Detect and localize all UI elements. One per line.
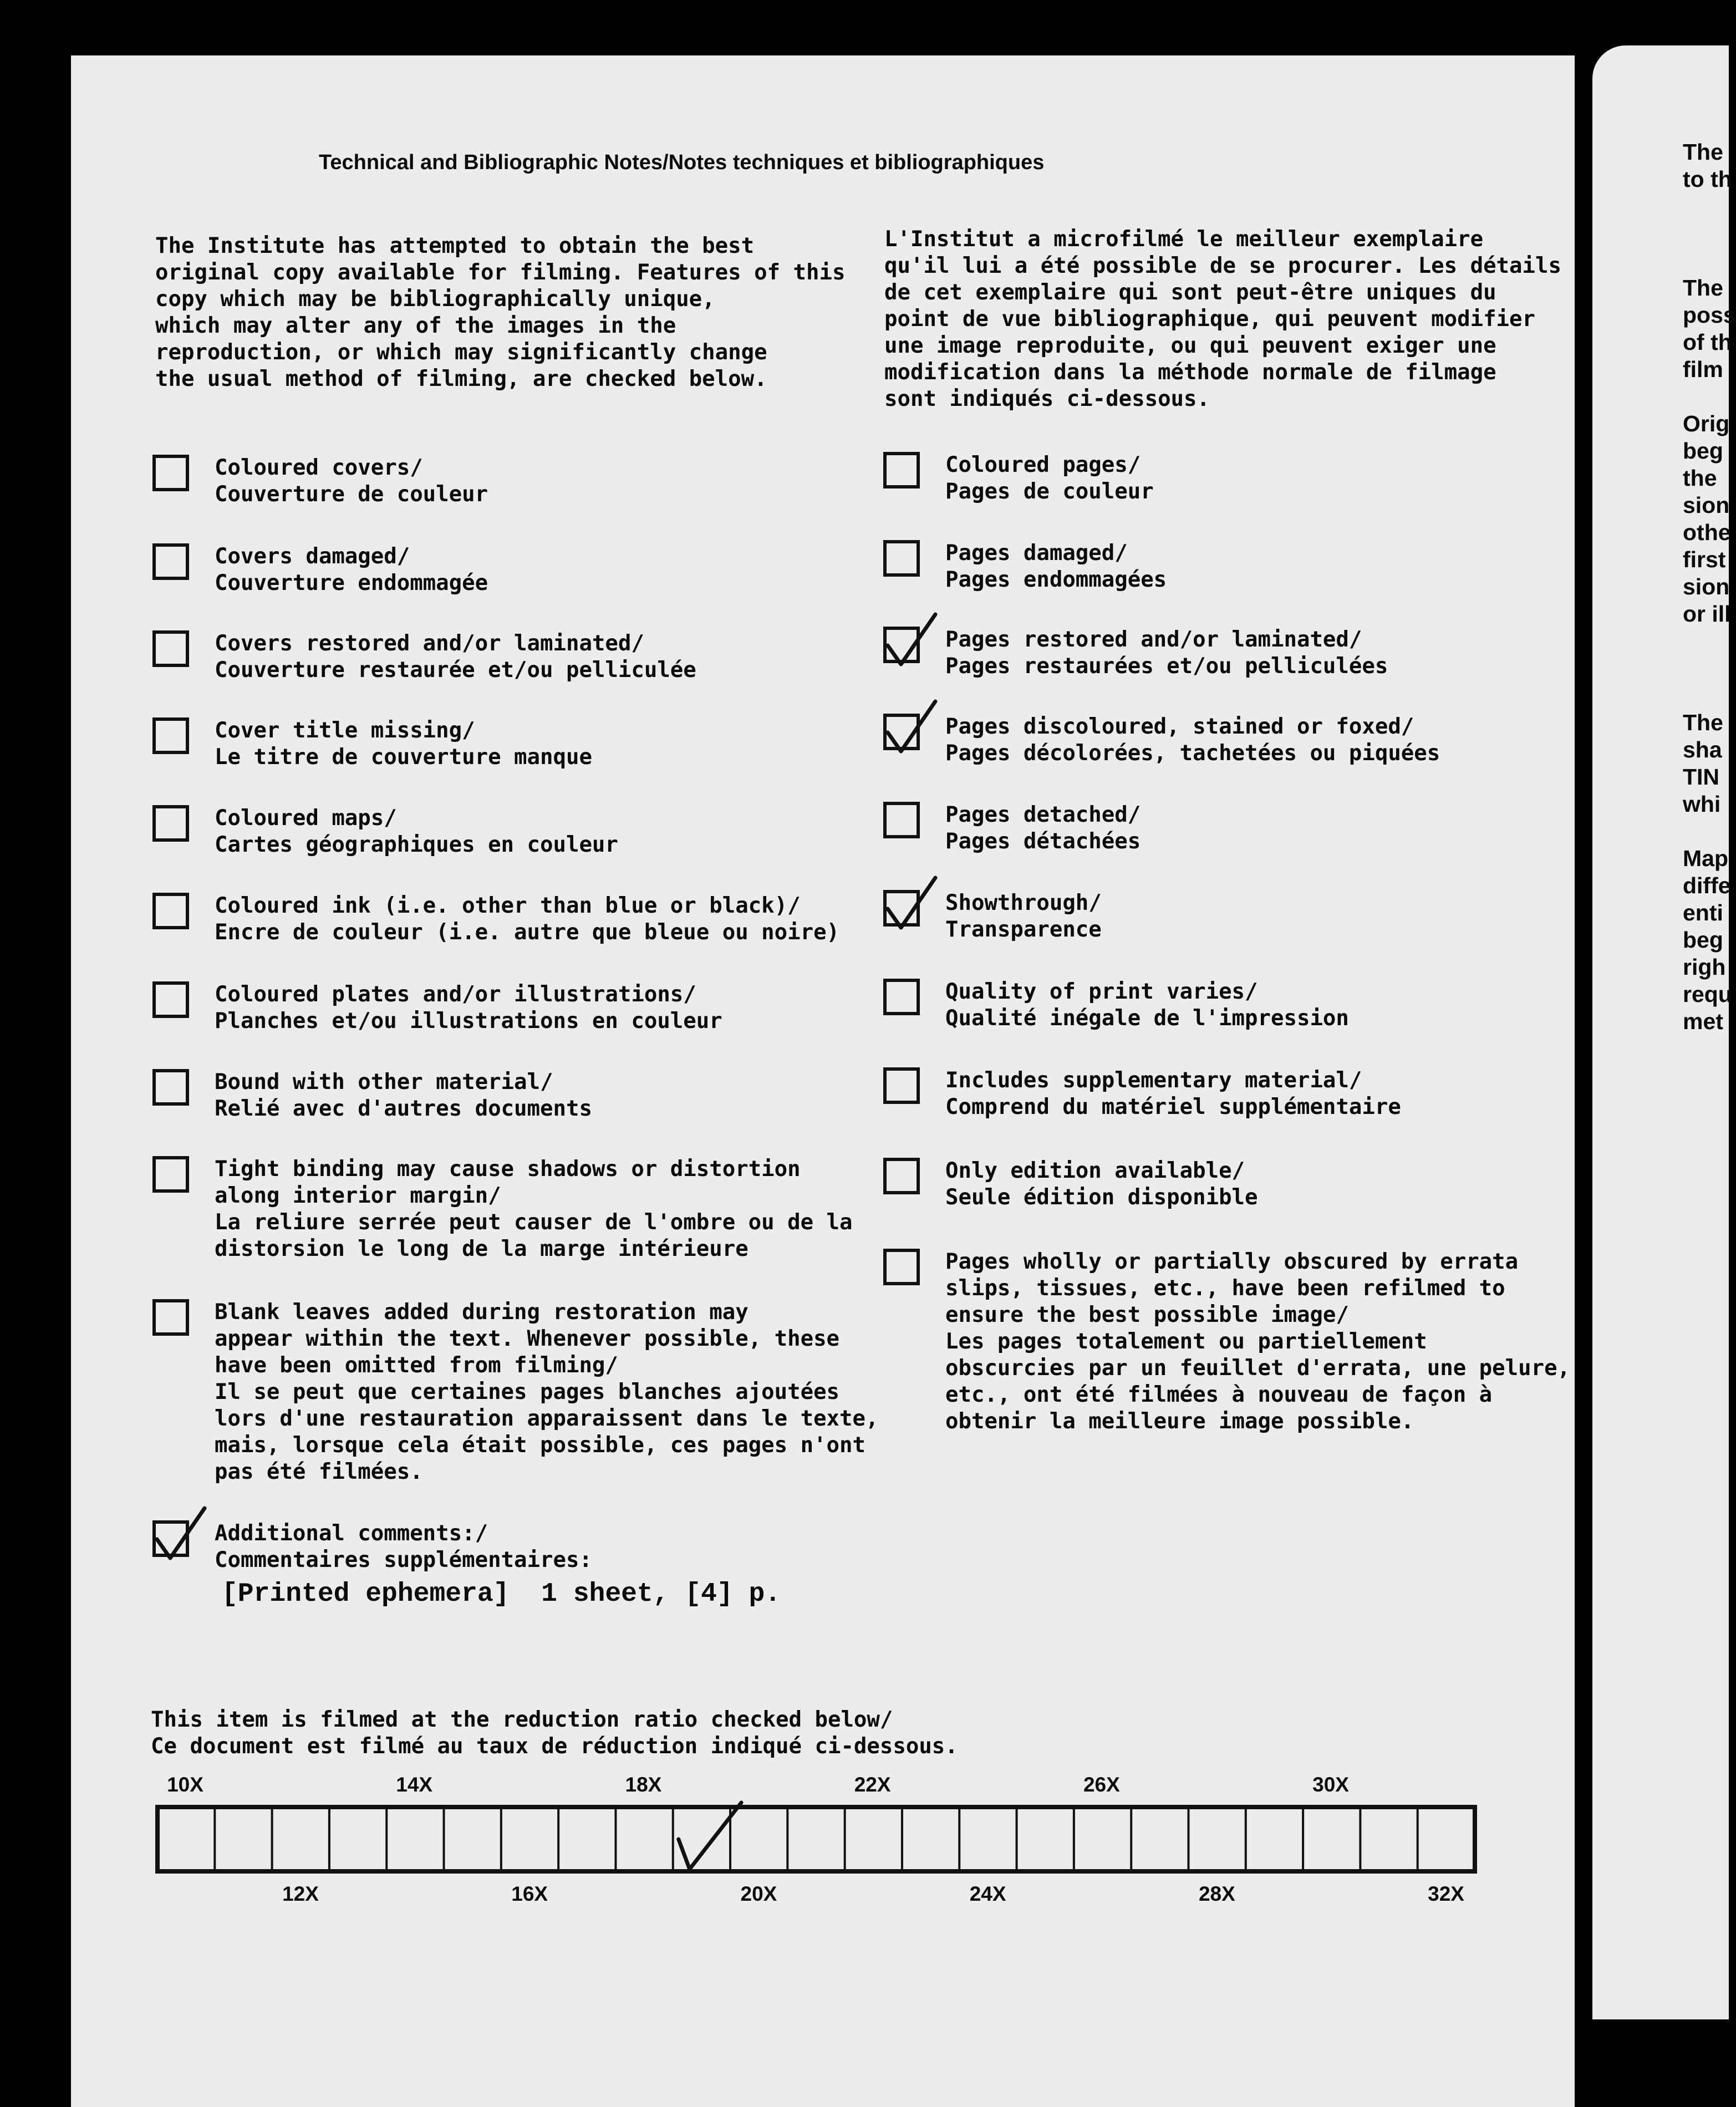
checklist-item-label: Covers restored and/or laminated/ Couverture restaurée et/ou pelliculée <box>215 631 696 683</box>
adjacent-sheet-line: met <box>1683 1009 1723 1034</box>
checkbox[interactable] <box>883 452 920 488</box>
ratio-label-bottom: 12X <box>282 1882 319 1905</box>
checkbox[interactable] <box>883 1158 920 1194</box>
ratio-label-top: 26X <box>1083 1773 1120 1796</box>
intro-english: The Institute has attempted to obtain the best original copy available for filming. Features of this copy which may be bibliographically unique, which may alter any of the images in the reproduction, or which may significantly change the usual method of filming, are checked below. <box>155 233 846 391</box>
adjacent-sheet-line: The <box>1683 275 1723 301</box>
checkbox[interactable] <box>152 543 189 580</box>
adjacent-sheet-line: poss <box>1683 302 1736 328</box>
ratio-strip-frame <box>157 1807 1475 1871</box>
checklist-item-label: Only edition available/ Seule édition disponible <box>945 1158 1258 1210</box>
checklist-item-label: Pages restored and/or laminated/ Pages restaurées et/ou pelliculées <box>945 627 1388 679</box>
checkmark-icon <box>149 1504 210 1565</box>
ratio-label-top: 18X <box>625 1773 662 1796</box>
checkbox[interactable] <box>883 1249 920 1285</box>
checklist-item-label: Coloured covers/ Couverture de couleur <box>215 455 488 507</box>
checkbox[interactable] <box>152 717 189 754</box>
adjacent-sheet-line: first <box>1683 547 1726 572</box>
adjacent-sheet-line: whi <box>1683 791 1721 817</box>
adjacent-sheet-line: diffe <box>1683 873 1731 898</box>
checkmark-icon <box>880 697 941 758</box>
checkbox[interactable] <box>152 893 189 929</box>
ratio-checkmark-icon <box>679 1803 741 1869</box>
checkbox[interactable] <box>883 802 920 838</box>
adjacent-sheet-line: sion <box>1683 492 1730 518</box>
intro-french: L'Institut a microfilmé le meilleur exemplaire qu'il lui a été possible de se procurer. Les détails de cet exemplaire qui sont peut-être uniques du point de vue bibliographique, qui peuvent modifier une image reproduite, ou qui peuvent exiger une modification dans la méthode normale de filmage sont indiqués ci-dessous. <box>884 227 1561 411</box>
checkbox[interactable] <box>152 455 189 491</box>
reduction-ratio-text: This item is filmed at the reduction ratio checked below/ Ce document est filmé au taux de réduction indiqué ci-dessous. <box>151 1707 958 1759</box>
adjacent-sheet-line: beg <box>1683 438 1723 464</box>
ratio-label-top: 10X <box>167 1773 203 1796</box>
adjacent-sheet-line: film <box>1683 357 1723 382</box>
ratio-label-top: 30X <box>1312 1773 1349 1796</box>
checklist-item-label: Coloured plates and/or illustrations/ Planches et/ou illustrations en couleur <box>215 982 722 1034</box>
page-title: Technical and Bibliographic Notes/Notes techniques et bibliographiques <box>319 151 1045 174</box>
checklist-item-label: Additional comments:/ Commentaires supplémentaires: <box>215 1521 592 1572</box>
checkbox[interactable] <box>152 630 189 667</box>
adjacent-sheet-line: TIN <box>1683 764 1720 790</box>
adjacent-sheet-line: beg <box>1683 927 1723 953</box>
checklist-item-label: Pages damaged/ Pages endommagées <box>945 541 1167 592</box>
ratio-label-top: 22X <box>854 1773 891 1796</box>
checklist-item-label: Coloured pages/ Pages de couleur <box>945 452 1154 504</box>
checklist-item-label: Pages wholly or partially obscured by errata slips, tissues, etc., have been refilmed to ensure the best possible image/ Les pages totalement ou partiellement obscurcies par un feuillet d'errata, une pelure, etc., ont été filmées à nouveau de façon à obtenir la meilleure image possible. <box>945 1249 1571 1434</box>
ratio-label-bottom: 32X <box>1428 1882 1464 1905</box>
adjacent-sheet-line: righ <box>1683 954 1726 980</box>
checkbox[interactable] <box>152 1299 189 1336</box>
checklist-item-label: Quality of print varies/ Qualité inégale de l'impression <box>945 979 1349 1031</box>
checklist-item-label: Blank leaves added during restoration may appear within the text. Whenever possible, these have been omitted from filming/ Il se peut que certaines pages blanches ajoutées lors d'une restauration apparaissent dans le texte, mais, lorsque cela était possible, ces pages n'ont pas été filmées. <box>215 1300 879 1484</box>
checklist-item-label: Tight binding may cause shadows or distortion along interior margin/ La reliure serrée peut causer de l'ombre ou de la distorsion le long de la marge intérieure <box>215 1157 853 1261</box>
adjacent-sheet-line: sion <box>1683 574 1730 599</box>
ratio-label-bottom: 24X <box>969 1882 1006 1905</box>
ratio-label-bottom: 16X <box>511 1882 548 1905</box>
checkbox[interactable] <box>883 540 920 577</box>
checkbox[interactable] <box>883 979 920 1015</box>
ratio-label-bottom: 20X <box>740 1882 777 1905</box>
checklist-item-label: Coloured ink (i.e. other than blue or black)/ Encre de couleur (i.e. autre que bleue ou noire) <box>215 893 840 945</box>
checkbox[interactable] <box>152 805 189 842</box>
checklist-item-label: Pages detached/ Pages détachées <box>945 802 1141 854</box>
checklist-item-label: Includes supplementary material/ Comprend du matériel supplémentaire <box>945 1068 1401 1119</box>
adjacent-sheet-line: The <box>1683 139 1723 165</box>
checkbox[interactable] <box>152 1156 189 1193</box>
adjacent-sheet-line: requ <box>1683 981 1732 1007</box>
ratio-label-top: 14X <box>396 1773 433 1796</box>
checkbox[interactable] <box>883 1067 920 1104</box>
checkmark-icon <box>880 873 941 934</box>
checklist-item-label: Showthrough/ Transparence <box>945 890 1102 942</box>
ratio-label-bottom: 28X <box>1198 1882 1235 1905</box>
adjacent-sheet-line: Map <box>1683 846 1728 871</box>
reduction-ratio-strip <box>155 1805 1477 1874</box>
adjacent-sheet-line: to th <box>1683 166 1732 192</box>
adjacent-sheet-line: othe <box>1683 520 1731 545</box>
additional-comment-text: [Printed ephemera] 1 sheet, [4] p. <box>222 1579 781 1609</box>
adjacent-sheet-line: Orig <box>1683 411 1730 436</box>
checklist-item-label: Pages discoloured, stained or foxed/ Pages décolorées, tachetées ou piquées <box>945 714 1440 766</box>
adjacent-sheet-line: or ill <box>1683 601 1731 627</box>
checkbox[interactable] <box>152 1069 189 1106</box>
adjacent-sheet-line: sha <box>1683 737 1722 762</box>
checklist-item-label: Bound with other material/ Relié avec d'autres documents <box>215 1070 592 1121</box>
adjacent-sheet-line: enti <box>1683 900 1723 925</box>
checklist-item-label: Coloured maps/ Cartes géographiques en couleur <box>215 806 618 857</box>
checkbox[interactable] <box>152 981 189 1018</box>
checkmark-icon <box>880 610 941 671</box>
adjacent-sheet-line: the <box>1683 465 1717 491</box>
adjacent-sheet-line: of th <box>1683 329 1732 355</box>
checklist-item-label: Cover title missing/ Le titre de couverture manque <box>215 718 592 770</box>
checklist-item-label: Covers damaged/ Couverture endommagée <box>215 544 488 596</box>
adjacent-sheet-line: The <box>1683 710 1723 735</box>
